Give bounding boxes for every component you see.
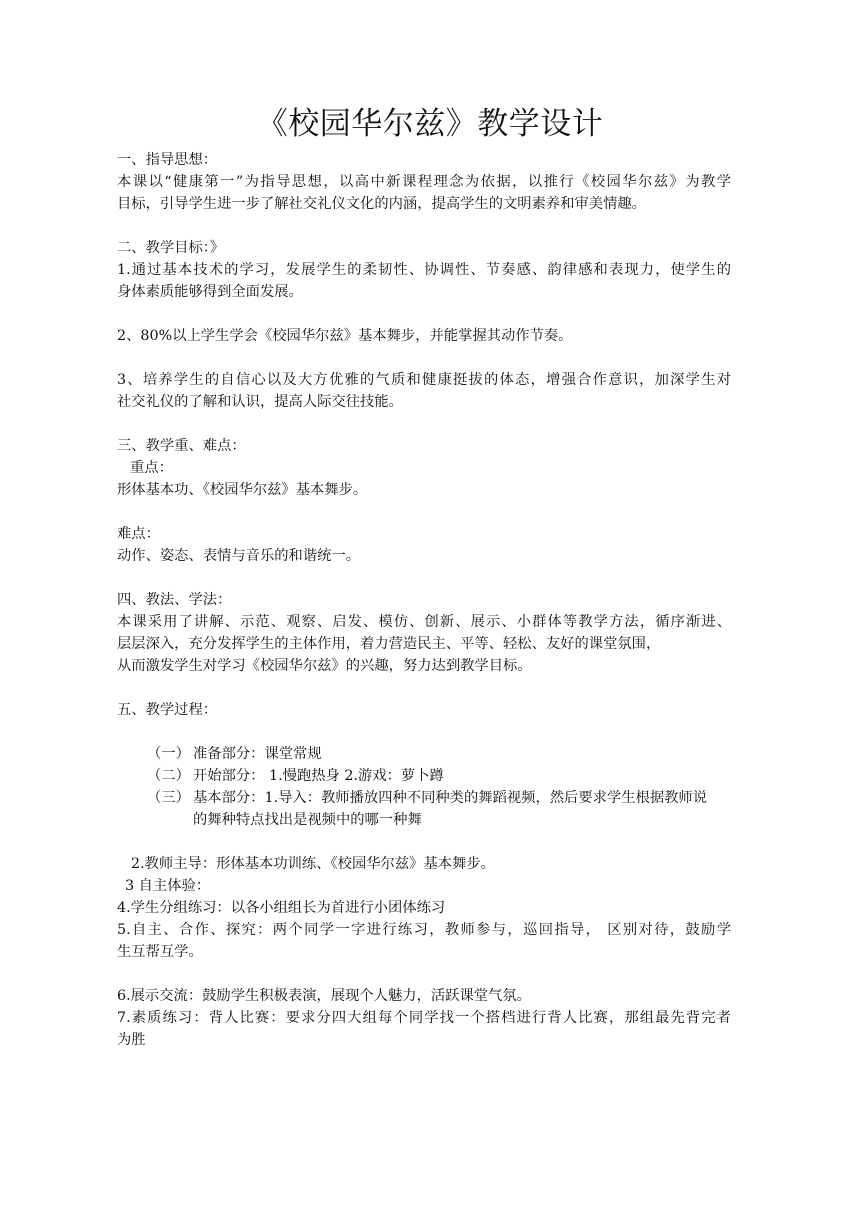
phase-1 [147, 743, 322, 765]
section-1-heading: 一、指导思想： [117, 152, 218, 168]
difficulties-label: 难点： [117, 526, 160, 542]
phase-3 [147, 787, 707, 809]
step-6: 6.展示交流：鼓励学生积极表演，展现个人魅力，活跃课堂气氛。 [117, 988, 531, 1004]
section-4-text-line: 层层深入，充分发挥学生的主体作用，着力营造民主、平等、轻松、友好的课堂氛围， [117, 636, 661, 652]
step-5-line: 5.自主、合作、探究：两个同学一字进行练习，教师参与，巡回指导， 区别对待，鼓励学 [117, 922, 731, 938]
goal-1-line: 身体素质能够得到全面发展。 [117, 284, 303, 300]
section-3-heading: 三、教学重、难点： [117, 438, 246, 454]
section-1-text-line: 目标，引导学生进一步了解社交礼仪文化的内涵，提高学生的文明素养和审美情趣。 [117, 196, 646, 212]
phase-number: （二） [147, 768, 190, 784]
phase-text: 基本部分：1.导入：教师播放四种不同种类的舞蹈视频，然后要求学生根据教师说 [193, 790, 708, 806]
step-2: 2.教师主导：形体基本功训练、《校园华尔兹》基本舞步。 [131, 856, 495, 872]
document-title: 《校园华尔兹》教学设计 [256, 106, 604, 142]
key-points-label: 重点： [130, 460, 173, 476]
section-4-text-line: 从而激发学生对学习《校园华尔兹》的兴趣，努力达到教学目标。 [117, 658, 532, 674]
phase-number: （三） [147, 790, 190, 806]
key-points-text: 形体基本功、《校园华尔兹》基本舞步。 [117, 482, 368, 498]
section-4-heading: 四、教法、学法： [117, 592, 232, 608]
section-5-heading: 五、教学过程： [117, 702, 218, 718]
goal-3-line: 社交礼仪的了解和认识，提高人际交往技能。 [117, 394, 403, 410]
phase-2 [147, 765, 444, 787]
goal-2: 2、80%以上学生学会《校园华尔兹》基本舞步，并能掌握其动作节奏。 [117, 328, 573, 344]
step-7-line: 为胜 [117, 1032, 146, 1048]
phase-number: （一） [147, 746, 190, 762]
goal-1-line: 1.通过基本技术的学习，发展学生的柔韧性、协调性、节奏感、韵律感和表现力，使学生的 [117, 262, 731, 278]
section-4-text-line: 本课采用了讲解、示范、观察、启发、模仿、创新、展示、小群体等教学方法，循序渐进、 [117, 614, 731, 630]
step-7-line: 7.素质练习：背人比赛：要求分四大组每个同学找一个搭档进行背人比赛，那组最先背完者 [117, 1010, 731, 1026]
step-3: 3 自主体验： [125, 878, 211, 894]
goal-3-line: 3、培养学生的自信心以及大方优雅的气质和健康挺拔的体态，增强合作意识，加深学生对 [117, 372, 731, 388]
step-5-line: 生互帮互学。 [117, 944, 203, 960]
section-2-heading: 二、教学目标：》 [117, 240, 225, 256]
phase-text: 开始部分： 1.慢跑热身 2.游戏：萝卜蹲 [193, 768, 444, 784]
step-4: 4.学生分组练习：以各小组组长为首进行小团体练习 [117, 900, 446, 916]
phase-text: 准备部分：课堂常规 [193, 746, 322, 762]
difficulties-text: 动作、姿态、表情与音乐的和谐统一。 [117, 548, 361, 564]
phase-3-continuation: 的舞种特点找出是视频中的哪一种舞 [193, 812, 422, 828]
section-1-text-line: 本课以“健康第一”为指导思想，以高中新课程理念为依据，以推行《校园华尔兹》为教学 [117, 174, 731, 190]
